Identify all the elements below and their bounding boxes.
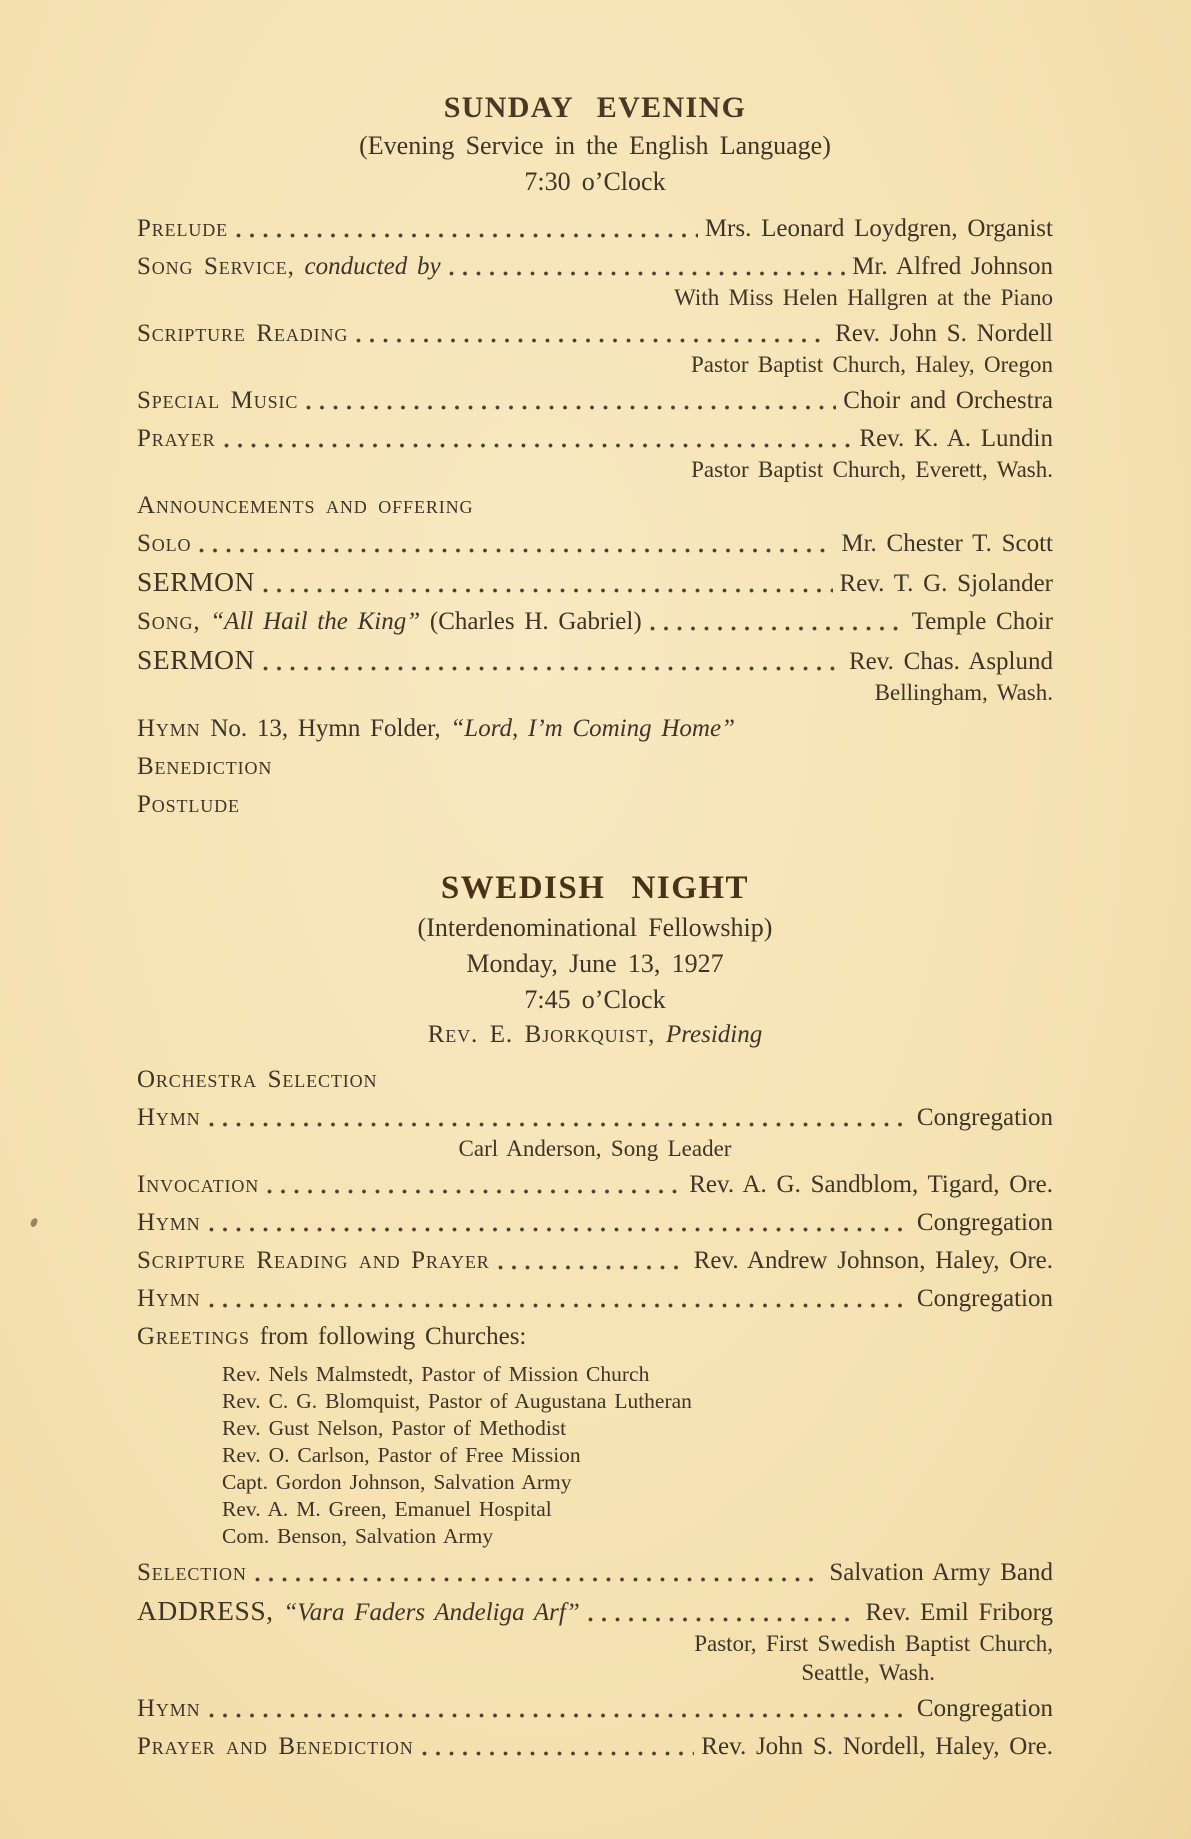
program-row-line bbox=[137, 1558, 1053, 1588]
greetings-item: Rev. C. G. Blomquist, Pastor of Augustana Lutheran bbox=[222, 1389, 692, 1413]
program-label-segment: Prayer bbox=[137, 425, 216, 452]
program-value: Rev. John S. Nordell, Haley, Ore. bbox=[701, 1733, 1053, 1760]
program-label-segment: Postlude bbox=[137, 791, 240, 818]
program-label bbox=[137, 1103, 201, 1133]
greetings-item: Rev. Gust Nelson, Pastor of Methodist bbox=[222, 1416, 567, 1440]
program-label-segment: Prelude bbox=[137, 215, 229, 242]
program-label bbox=[137, 1065, 377, 1095]
program-subline: Pastor, First Swedish Baptist Church, bbox=[694, 1631, 1053, 1656]
section-sunday-evening bbox=[137, 88, 1053, 820]
greetings-list bbox=[222, 1361, 1053, 1550]
program-row-line bbox=[137, 214, 1053, 244]
program-subline: Carl Anderson, Song Leader bbox=[458, 1136, 732, 1161]
program-row-line bbox=[137, 1732, 1053, 1762]
program-value: Rev. John S. Nordell bbox=[835, 320, 1053, 347]
program-subline: Seattle, Wash. bbox=[801, 1660, 935, 1685]
program-label bbox=[137, 714, 735, 744]
program-label-segment: Prayer and Benediction bbox=[137, 1733, 414, 1760]
program-row bbox=[137, 424, 1053, 483]
program-label bbox=[137, 645, 255, 677]
program-label-segment: Hymn bbox=[137, 1285, 201, 1312]
program-label-segment: “Vara Faders Andeliga Arf” bbox=[273, 1599, 580, 1626]
program-row bbox=[137, 1596, 1053, 1686]
program-label-segment: Hymn bbox=[137, 715, 201, 742]
presiding-segment: Rev. E. Bjorkquist, bbox=[427, 1021, 656, 1048]
program-label-segment: (Charles H. Gabriel) bbox=[429, 608, 642, 635]
dotted-leader bbox=[588, 1617, 859, 1622]
program-label-segment: Special Music bbox=[137, 387, 299, 414]
program-value: Congregation bbox=[916, 1285, 1053, 1312]
program-row-line bbox=[137, 645, 1053, 677]
section-title: SUNDAY EVENING bbox=[443, 91, 747, 124]
program-value: Choir and Orchestra bbox=[843, 387, 1053, 414]
program-row bbox=[137, 319, 1053, 378]
program-row bbox=[137, 1694, 1053, 1724]
program-value: Mr. Alfred Johnson bbox=[852, 253, 1053, 280]
program-label-segment: Hymn bbox=[137, 1104, 201, 1131]
program-value: Congregation bbox=[916, 1104, 1053, 1131]
program-label bbox=[137, 1246, 490, 1276]
program-value: Rev. K. A. Lundin bbox=[859, 425, 1053, 452]
section-title: SWEDISH NIGHT bbox=[440, 870, 750, 906]
program-label bbox=[137, 529, 191, 559]
program-row bbox=[137, 1284, 1053, 1314]
dotted-leader bbox=[236, 233, 698, 238]
dotted-leader bbox=[263, 588, 833, 593]
dotted-leader bbox=[356, 338, 828, 343]
program-row-line bbox=[137, 1065, 1053, 1095]
program-label-segment: Scripture Reading and Prayer bbox=[137, 1247, 490, 1274]
program-row-line bbox=[137, 1694, 1053, 1724]
greetings-item: Com. Benson, Salvation Army bbox=[222, 1524, 494, 1548]
program-value: Rev. A. G. Sandblom, Tigard, Ore. bbox=[689, 1171, 1053, 1198]
dotted-leader bbox=[306, 405, 836, 410]
program-row-line bbox=[137, 1246, 1053, 1276]
program-label-segment: No. 13, Hymn Folder, bbox=[200, 715, 451, 742]
program-row bbox=[137, 790, 1053, 820]
program-label-segment: Selection bbox=[137, 1559, 247, 1586]
program-row bbox=[137, 752, 1053, 782]
program-row bbox=[137, 1246, 1053, 1276]
program-row-line bbox=[137, 752, 1053, 782]
program-label-segment: Solo bbox=[137, 530, 192, 557]
program-value: Mr. Chester T. Scott bbox=[841, 530, 1053, 557]
program-label-segment: Benediction bbox=[137, 753, 273, 780]
program-label-segment: Hymn bbox=[137, 1209, 201, 1236]
program-label bbox=[137, 1208, 201, 1238]
program-label bbox=[137, 1322, 526, 1352]
program-value: Temple Choir bbox=[911, 608, 1053, 635]
program-label bbox=[137, 1170, 259, 1200]
program-value: Rev. Emil Friborg bbox=[865, 1599, 1053, 1626]
program-label-segment: SERMON bbox=[137, 644, 255, 675]
program-subline: With Miss Helen Hallgren at the Piano bbox=[674, 285, 1053, 310]
section-time: 7:30 o’Clock bbox=[524, 167, 666, 196]
program-row bbox=[137, 252, 1053, 311]
section-swedish-night bbox=[137, 866, 1053, 1762]
program-value: Mrs. Leonard Loydgren, Organist bbox=[704, 215, 1053, 242]
greetings-item: Rev. A. M. Green, Emanuel Hospital bbox=[222, 1497, 552, 1521]
program-items bbox=[137, 214, 1053, 820]
program-label bbox=[137, 790, 240, 820]
program-row-line bbox=[137, 1596, 1053, 1628]
program-label-segment: ADDRESS, bbox=[137, 1595, 274, 1626]
program-row bbox=[137, 714, 1053, 744]
dotted-leader bbox=[209, 1227, 910, 1232]
program-label bbox=[137, 567, 255, 599]
program-row bbox=[137, 214, 1053, 244]
program-row-line bbox=[137, 319, 1053, 349]
section-date: Monday, June 13, 1927 bbox=[466, 949, 724, 978]
dotted-leader bbox=[209, 1303, 910, 1308]
dotted-leader bbox=[422, 1751, 695, 1756]
section-subtitle: (Interdenominational Fellowship) bbox=[417, 913, 773, 942]
program-label bbox=[137, 424, 216, 454]
program-value: Rev. Chas. Asplund bbox=[849, 648, 1053, 675]
program-row bbox=[137, 1322, 1053, 1550]
dotted-leader bbox=[498, 1265, 687, 1270]
program-row-line bbox=[137, 1103, 1053, 1133]
program-row bbox=[137, 491, 1053, 521]
program-row-line bbox=[137, 529, 1053, 559]
program-row-line bbox=[137, 1322, 1053, 1352]
program-value: Rev. Andrew Johnson, Haley, Ore. bbox=[693, 1247, 1053, 1274]
program-row bbox=[137, 1065, 1053, 1095]
program-label bbox=[137, 491, 473, 521]
program-label-segment: Announcements and offering bbox=[137, 492, 474, 519]
dotted-leader bbox=[263, 666, 842, 671]
program-row bbox=[137, 607, 1053, 637]
program-row-line bbox=[137, 790, 1053, 820]
program-row-line bbox=[137, 607, 1053, 637]
dotted-leader bbox=[224, 443, 853, 448]
program-row bbox=[137, 1732, 1053, 1762]
program-row bbox=[137, 1170, 1053, 1200]
paper-speck bbox=[30, 1217, 38, 1227]
program-row-line bbox=[137, 714, 1053, 744]
program-value: Rev. T. G. Sjolander bbox=[839, 570, 1053, 597]
program-label bbox=[137, 1558, 247, 1588]
program-row-line bbox=[137, 424, 1053, 454]
dotted-leader bbox=[209, 1713, 910, 1718]
program-row-line bbox=[137, 386, 1053, 416]
program-row bbox=[137, 386, 1053, 416]
program-label-segment: SERMON bbox=[137, 566, 255, 597]
program-row-line bbox=[137, 491, 1053, 521]
program-row-line bbox=[137, 567, 1053, 599]
program-row bbox=[137, 1103, 1053, 1162]
program-row-line bbox=[137, 252, 1053, 282]
program-label-segment: Orchestra Selection bbox=[137, 1066, 378, 1093]
program-label bbox=[137, 1694, 201, 1724]
program-label bbox=[137, 1596, 580, 1628]
program-label bbox=[137, 1732, 414, 1762]
dotted-leader bbox=[209, 1122, 910, 1127]
program-label bbox=[137, 752, 272, 782]
program-row bbox=[137, 529, 1053, 559]
dotted-leader bbox=[267, 1189, 682, 1194]
program-label-segment: Scripture Reading bbox=[137, 320, 349, 347]
dotted-leader bbox=[449, 271, 846, 276]
program-value: Congregation bbox=[916, 1695, 1053, 1722]
program-subline: Pastor Baptist Church, Haley, Oregon bbox=[691, 352, 1053, 377]
program-row bbox=[137, 645, 1053, 706]
program-row bbox=[137, 567, 1053, 599]
dotted-leader bbox=[255, 1577, 823, 1582]
section-subtitle: (Evening Service in the English Language) bbox=[359, 131, 831, 160]
dotted-leader bbox=[199, 548, 834, 553]
program-label-segment: Greetings bbox=[137, 1323, 250, 1350]
program-row-line bbox=[137, 1170, 1053, 1200]
program-label-segment: Song Service, bbox=[137, 253, 295, 280]
program-label bbox=[137, 252, 441, 282]
program-label-segment: from following Churches: bbox=[249, 1323, 527, 1350]
program-label bbox=[137, 386, 298, 416]
program-label bbox=[137, 607, 642, 637]
greetings-item: Capt. Gordon Johnson, Salvation Army bbox=[222, 1470, 572, 1494]
program-subline: Bellingham, Wash. bbox=[874, 680, 1053, 705]
program-label bbox=[137, 214, 228, 244]
program-label bbox=[137, 1284, 201, 1314]
program-subline: Pastor Baptist Church, Everett, Wash. bbox=[691, 457, 1053, 482]
program-row bbox=[137, 1558, 1053, 1588]
program-row bbox=[137, 1208, 1053, 1238]
presiding-line bbox=[137, 1018, 1053, 1051]
dotted-leader bbox=[650, 626, 905, 631]
presiding-segment: Presiding bbox=[655, 1021, 763, 1048]
program-label-segment: “All Hail the King” bbox=[200, 608, 430, 635]
program-items bbox=[137, 1065, 1053, 1762]
program-row-line bbox=[137, 1284, 1053, 1314]
program-label-segment: Song, bbox=[137, 608, 201, 635]
program-value: Congregation bbox=[916, 1209, 1053, 1236]
program-label-segment: “Lord, I’m Coming Home” bbox=[450, 715, 735, 742]
program-value: Salvation Army Band bbox=[829, 1559, 1053, 1586]
greetings-item: Rev. Nels Malmstedt, Pastor of Mission Church bbox=[222, 1362, 650, 1386]
program-label-segment: Hymn bbox=[137, 1695, 201, 1722]
program-label-segment: conducted by bbox=[294, 253, 441, 280]
program-row-line bbox=[137, 1208, 1053, 1238]
greetings-item: Rev. O. Carlson, Pastor of Free Mission bbox=[222, 1443, 581, 1467]
program-label-segment: Invocation bbox=[137, 1171, 260, 1198]
section-time: 7:45 o’Clock bbox=[524, 985, 666, 1014]
program-label bbox=[137, 319, 348, 349]
